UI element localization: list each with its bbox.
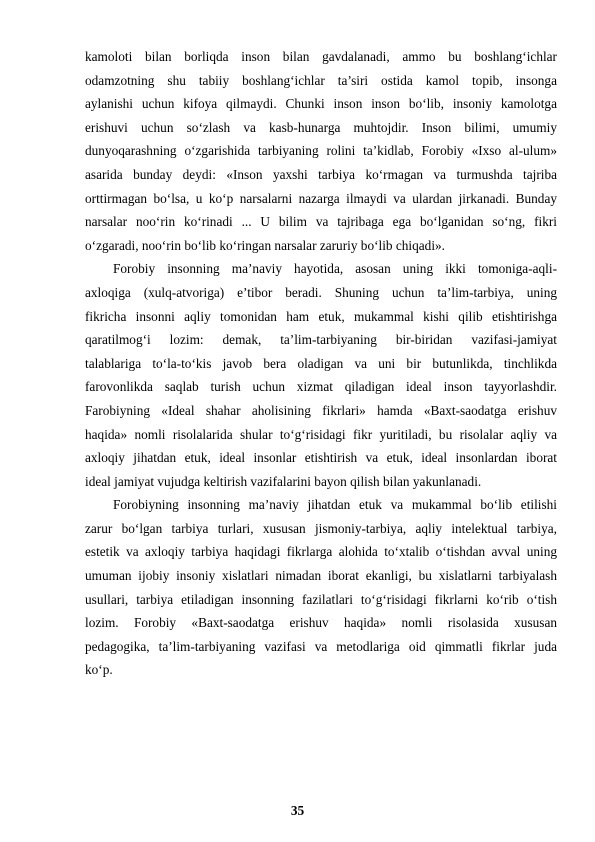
text-line: ko‘p. <box>85 662 113 678</box>
text-line: estetik va axloqiy tarbiya haqidagi fikrlarga alohida to‘xtalib o‘tishdan avval uning <box>85 544 557 560</box>
paragraph-2 <box>85 257 557 493</box>
text-line: narsalar noo‘rin ko‘rinadi ... U bilim va tajribaga ega bo‘lganidan so‘ng, fikri <box>85 214 557 230</box>
text-line: fikricha insonni aqliy tomonidan ham etuk, mukammal kishi qilib etishtirishga <box>85 308 557 324</box>
text-line: kamoloti bilan borliqda inson bilan gavdalanadi, ammo bu boshlang‘ichlar <box>85 49 557 64</box>
text-line: umuman ijobiy insoniy xislatlari nimadan iborat ekanligi, bu xislatlarni tarbiyalash <box>85 568 557 584</box>
paragraph-3 <box>85 493 557 682</box>
text-line: Forobiy insonning ma’naviy hayotida, asosan uning ikki tomoniga-aqli- <box>113 261 557 277</box>
text-line: erishuvi uchun so‘zlash va kasb-hunarga muhtojdir. Inson bilimi, umumiy <box>85 119 557 135</box>
document-body <box>85 45 557 682</box>
text-line: axloqiga (xulq-atvoriga) e’tibor beradi. Shuning uchun ta’lim-tarbiya, uning <box>85 284 557 300</box>
text-line: odamzotning shu tabiiy boshlang‘ichlar ta’siri ostida kamol topib, insonga <box>85 72 557 88</box>
text-line: dunyoqarashning o‘zgarishida tarbiyaning rolini ta’kidlab, Forobiy «Ixso al-ulum» <box>85 143 557 159</box>
text-line: talablariga to‘la-to‘kis javob bera oladigan va uni bir butunlikda, tinchlikda <box>85 355 557 371</box>
text-line: lozim. Forobiy «Baxt-saodatga erishuv haqida» nomli risolasida xususan <box>85 615 557 631</box>
text-line: pedagogika, ta’lim-tarbiyaning vazifasi va metodlariga oid qimmatli fikrlar juda <box>85 638 557 654</box>
paragraph-1 <box>85 45 557 257</box>
text-line: Farobiyning «Ideal shahar aholisining fikrlari» hamda «Baxt-saodatga erishuv <box>85 402 557 418</box>
text-line: o‘zgaradi, noo‘rin bo‘lib ko‘ringan narsalar zaruriy bo‘lib chiqadi». <box>85 237 445 253</box>
text-line: qaratilmog‘i lozim: demak, ta’lim-tarbiyaning bir-biridan vazifasi-jamiyat <box>85 332 557 348</box>
text-line: axloqiy jihatdan etuk, ideal insonlar etishtirish va etuk, ideal insonlardan iborat <box>85 450 557 466</box>
text-line: ideal jamiyat vujudga keltirish vazifalarini bayon qilish bilan yakunlanadi. <box>85 473 482 489</box>
text-line: aylanishi uchun kifoya qilmaydi. Chunki inson inson bo‘lib, insoniy kamolotga <box>85 96 557 112</box>
text-line: farovonlikda saqlab turish uchun xizmat qiladigan ideal inson tayyorlashdir. <box>85 379 557 395</box>
text-line: haqida» nomli risolalarida shular to‘g‘risidagi fikr yuritiladi, bu risolalar aqliy va <box>85 426 557 442</box>
text-line: Forobiyning insonning ma’naviy jihatdan etuk va mukammal bo‘lib etilishi <box>113 497 557 513</box>
text-line: usullari, tarbiya etiladigan insonning fazilatlari to‘g‘risidagi fikrlarni ko‘rib o‘tish <box>85 591 557 607</box>
text-line: zarur bo‘lgan tarbiya turlari, xususan jismoniy-tarbiya, aqliy intelektual tarbiya, <box>85 520 557 536</box>
text-line: orttirmagan bo‘lsa, u ko‘p narsalarni nazarga ilmaydi va ulardan jirkanadi. Bunday <box>85 190 557 206</box>
text-line: asarida bunday deydi: «Inson yaxshi tarbiya ko‘rmagan va turmushda tajriba <box>85 166 557 182</box>
page-number: 35 <box>290 803 305 818</box>
